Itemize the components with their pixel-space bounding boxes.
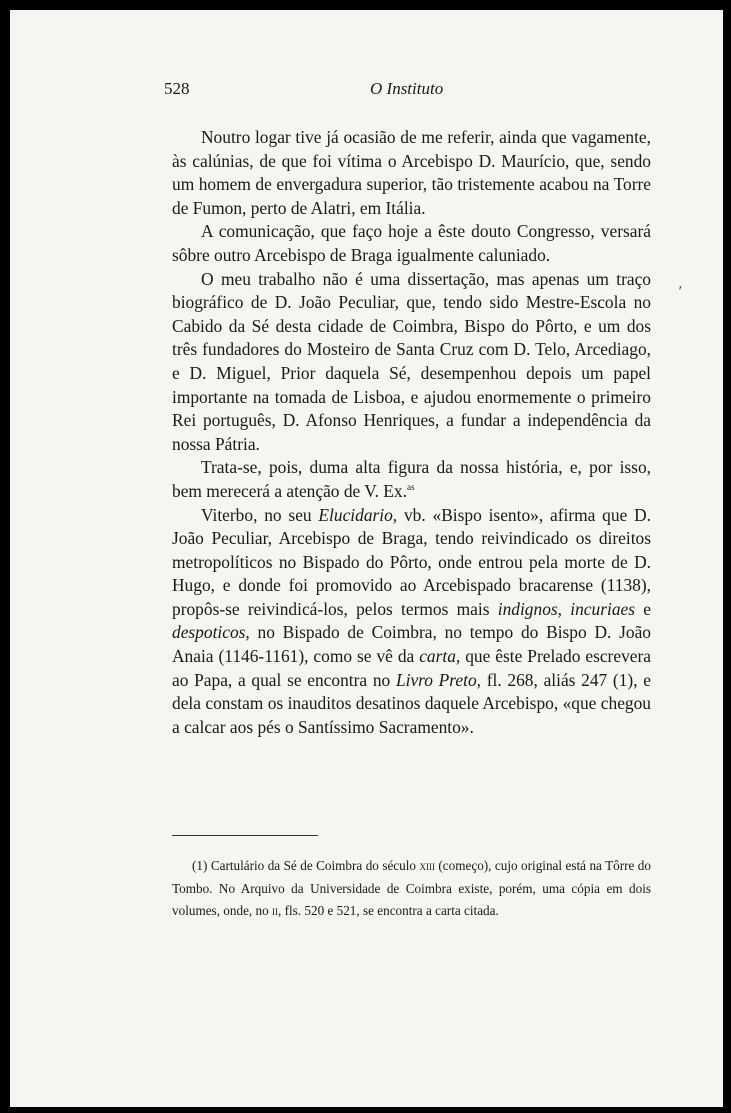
volume-numeral: ii [272,903,278,918]
page-header [164,79,454,105]
paragraph: O meu trabalho não é uma dissertação, mas apenas um traço biográfico de D. João Peculiar, que, tendo sido Mestre-Escola no Cabido da Sé desta cidade de Coimbra, Bispo do Pôrto, e um dos três fundadores do Mosteiro de Santa Cruz com D. Telo, Arcediago, e D. Miguel, Prior daquela Sé, desempenhou depois um papel importante na tomada de Lisboa, e ajudou enormemente o primeiro Rei português, D. Afonso Henriques, a fundar a independência da nossa Pátria. [172,268,651,454]
italic-term: incuriaes [570,598,636,619]
italic-term: despoticos, [172,622,250,643]
body-text [172,126,651,739]
paragraph-text: Trata-se, pois, duma alta figura da nossa história, e, por isso, bem merecerá a atenção de V. Ex. [172,457,651,501]
footnote-rule [172,835,318,836]
book-page [10,10,723,1107]
text-run: fl. 268, aliás 247 (1), e dela constam os inauditos desatinos daquele Arcebispo, «que chegou a calcar aos pés o Santíssimo Sacramento». [172,669,651,737]
italic-title: Livro Preto, [395,669,482,690]
text-run: no Bispado de Coimbra, no tempo do Bispo D. João Anaia (1146-1161), como se vê da [172,622,651,667]
paragraph [172,504,651,740]
page-number: 528 [164,79,190,98]
italic-title: Elucidario, [318,504,398,525]
century-numeral: xiii [419,858,435,873]
text-run: vb. «Bispo isento», afirma que D. João Peculiar, Arcebispo de Braga, tendo reivindicado os direitos metropolíticos no Bispado do Pôrto, onde entrou pela morte de D. Hugo, e donde foi promovido ao Arcebispado bracarense (1138), propôs-se reivindicá-los, pelos termos mais [172,504,651,619]
text-run: Viterbo, no seu [201,504,319,525]
text-run: (começo), cujo original está na Tôrre do Tombo. No Arquivo da Universidade de Coimbra existe, porém, uma cópia em dois volumes, onde, no [172,858,651,918]
footnote [172,855,651,923]
text-run: que êste Prelado escrevera ao Papa, a qual se encontra no [172,646,651,690]
paragraph: Noutro logar tive já ocasião de me referir, ainda que vagamente, às calúnias, de que foi vítima o Arcebispo D. Maurício, que, sendo um homem de envergadura superior, tão tristemente acabou na Torre de Fumon, perto de Alatri, em Itália. [172,127,651,218]
paragraph [172,456,651,503]
italic-term: carta, [419,646,461,667]
text-run: (1) Cartulário da Sé de Coimbra do século [192,858,420,873]
text-run: , fls. 520 e 521, se encontra a carta citada. [278,903,499,918]
margin-mark: ‚ [678,276,683,292]
paragraph: A comunicação, que faço hoje a êste douto Congresso, versará sôbre outro Arcebispo de Braga igualmente caluniado. [172,221,651,265]
superscript: as [406,482,415,493]
running-title: O Instituto [370,79,444,98]
footnote-text [172,855,651,923]
italic-term: indignos, [497,598,563,619]
text-run: e [635,598,651,619]
